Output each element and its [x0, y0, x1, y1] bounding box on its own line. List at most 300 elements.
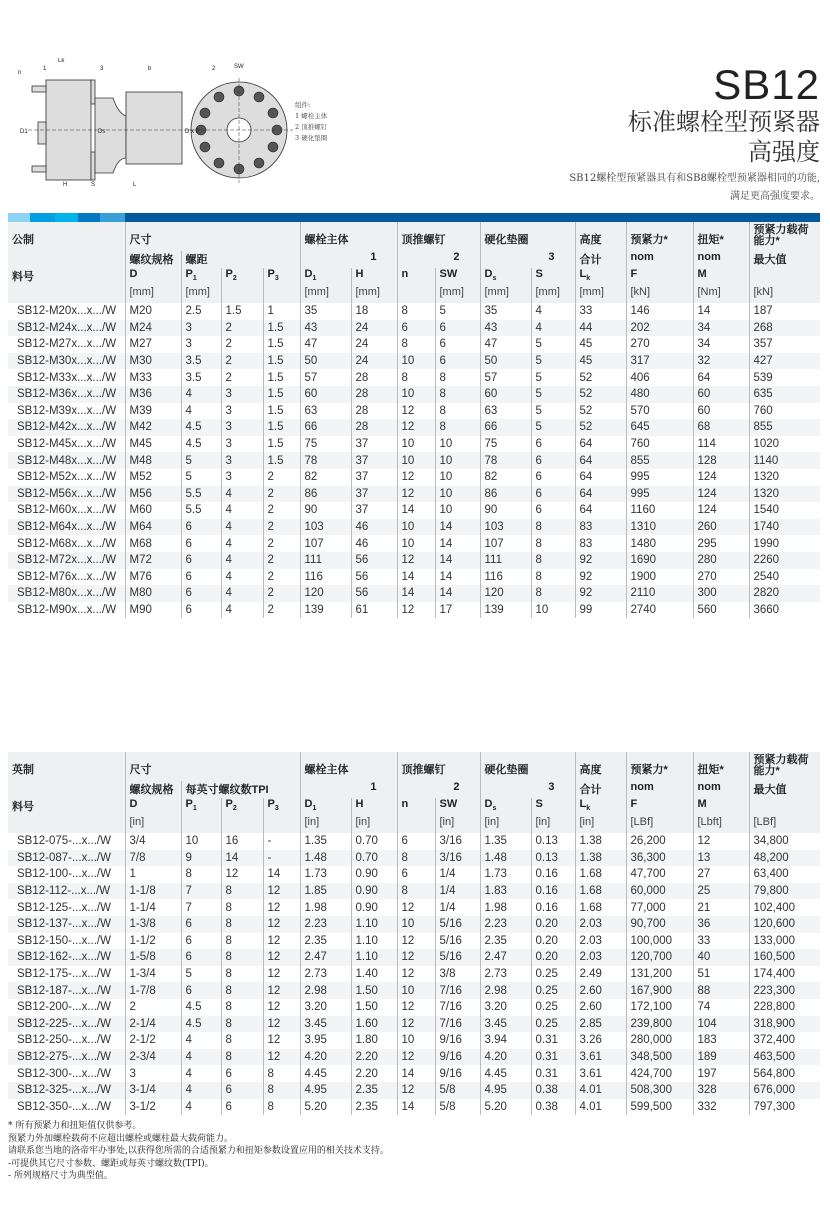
table-cell: 1.5	[263, 320, 300, 337]
table-cell: 107	[480, 535, 531, 552]
table-cell: M80	[125, 585, 181, 602]
table-row	[8, 916, 820, 933]
part-number-cell: SB12-225-...x.../W	[8, 1016, 125, 1033]
table-cell: 7/16	[435, 982, 480, 999]
table-row	[8, 303, 820, 320]
table-cell: 174,400	[749, 966, 820, 983]
subheader-max: 最大值	[749, 781, 820, 798]
table-cell: 3.95	[300, 1032, 351, 1049]
group-header-bolt-body: 螺栓主体	[300, 752, 397, 781]
table-cell: 6	[181, 982, 221, 999]
table-cell: 1.5	[263, 369, 300, 386]
header-symbol: $L_k$	[575, 268, 626, 286]
table-cell: 2.60	[575, 982, 626, 999]
subheader-max: 最大值	[749, 251, 820, 268]
table-cell: 5/16	[435, 933, 480, 950]
table-cell: 635	[749, 386, 820, 403]
table-cell: 1-5/8	[125, 949, 181, 966]
subheader-pitch: 每英寸螺纹数TPI	[181, 781, 300, 798]
table-cell: 64	[575, 469, 626, 486]
table-cell: 5/16	[435, 916, 480, 933]
table-cell: 6	[531, 469, 575, 486]
table-cell: 28	[351, 369, 397, 386]
table-cell: 26,200	[626, 833, 693, 850]
table-cell: 50	[300, 353, 351, 370]
group-header-size: 尺寸	[125, 752, 300, 781]
header-unit: [kN]	[626, 286, 693, 303]
table-cell: 37	[351, 469, 397, 486]
label-sw: SW	[234, 64, 244, 70]
table-cell: 1.5	[263, 436, 300, 453]
table-cell: 1900	[626, 569, 693, 586]
header-symbol: H	[351, 798, 397, 816]
part-number-cell: SB12-250-...x.../W	[17, 1034, 111, 1047]
subheader-n2: 2	[397, 781, 480, 798]
table-cell: 52	[575, 419, 626, 436]
table-cell: 2.23	[300, 916, 351, 933]
table-cell: 0.16	[531, 883, 575, 900]
table-row	[8, 386, 820, 403]
table-cell: 120,700	[626, 949, 693, 966]
table-cell: 8	[181, 866, 221, 883]
table-cell: 36,300	[626, 850, 693, 867]
table-cell: 107	[300, 535, 351, 552]
table-cell: 64	[575, 436, 626, 453]
header-part-no: 料号	[8, 268, 125, 286]
table-cell: 10	[397, 353, 435, 370]
table-cell: 3.20	[300, 999, 351, 1016]
table-cell: 2	[263, 519, 300, 536]
table-cell: 102,400	[749, 899, 820, 916]
label-part2: 2	[212, 66, 216, 72]
header-symbol: F	[626, 798, 693, 816]
table-row	[8, 850, 820, 867]
table-cell: 21	[693, 899, 749, 916]
header-spacer	[8, 816, 125, 833]
table-cell: 10	[397, 452, 435, 469]
header-symbol: D	[125, 268, 181, 286]
table-cell: 372,400	[749, 1032, 820, 1049]
part-number-cell: SB12-M42x...x.../W	[8, 419, 125, 436]
table-cell: 4.20	[480, 1049, 531, 1066]
part-number-cell: SB12-M36x...x.../W	[8, 386, 125, 403]
header-symbol: $D_s$	[480, 798, 531, 816]
color-bar-segment	[8, 213, 30, 222]
table-cell: 2820	[749, 585, 820, 602]
header-unit: [mm]	[435, 286, 480, 303]
table-cell: 4	[181, 1082, 221, 1099]
table-cell: 1.10	[351, 949, 397, 966]
table-cell: 8	[531, 585, 575, 602]
header-symbol: H	[351, 268, 397, 286]
group-header-bolt-body: 螺栓主体	[300, 222, 397, 251]
part-number-cell: SB12-187-...x.../W	[8, 982, 125, 999]
table-cell: 120	[480, 585, 531, 602]
table-cell: 6	[531, 436, 575, 453]
table-cell: 66	[480, 419, 531, 436]
table-cell: 3.5	[181, 353, 221, 370]
table-cell: 3.61	[575, 1049, 626, 1066]
page-title: 标准螺栓型预紧器	[628, 109, 820, 136]
table-cell: 4	[221, 535, 263, 552]
color-bar-segment	[78, 213, 100, 222]
table-cell: 8	[221, 933, 263, 950]
table-cell: 120,600	[749, 916, 820, 933]
table-cell: 2.03	[575, 916, 626, 933]
table-cell: 1.50	[351, 982, 397, 999]
table-cell: 8	[221, 966, 263, 983]
part-number-cell: SB12-M68x...x.../W	[17, 537, 117, 550]
group-header-system: 英制	[8, 752, 125, 781]
table-cell: 8	[221, 899, 263, 916]
table-cell: 4	[181, 1049, 221, 1066]
table-row	[8, 602, 820, 619]
table-cell: 14	[397, 1099, 435, 1116]
table-cell: 1.85	[300, 883, 351, 900]
subheader-n3: 3	[480, 251, 575, 268]
table-cell: 6	[181, 585, 221, 602]
table-cell: 5/8	[435, 1099, 480, 1116]
table-cell: 61	[351, 602, 397, 619]
footnote: * 所有预紧力和扭矩值仅供参考。	[8, 1121, 142, 1131]
table-cell: 124	[693, 469, 749, 486]
table-cell: 2.73	[480, 966, 531, 983]
table-cell: 27	[693, 866, 749, 883]
table-cell: 8	[397, 883, 435, 900]
table-cell: 60	[480, 386, 531, 403]
table-cell: 33	[693, 933, 749, 950]
header-unit: [Nm]	[693, 286, 749, 303]
table-cell: 35	[300, 303, 351, 320]
group-header-height: 高度	[575, 752, 626, 781]
table-cell: 12	[397, 486, 435, 503]
table-cell: 60	[693, 386, 749, 403]
table-cell: 57	[300, 369, 351, 386]
table-cell: 2.60	[575, 999, 626, 1016]
table-cell: 3.94	[480, 1032, 531, 1049]
part-number-cell: SB12-M27x...x.../W	[17, 338, 117, 351]
table-cell: 8	[221, 1016, 263, 1033]
header-unit: [in]	[351, 816, 397, 833]
table-cell: 4	[221, 585, 263, 602]
table-cell: 1.35	[300, 833, 351, 850]
part-number-cell: SB12-M30x...x.../W	[8, 353, 125, 370]
header-unit: [mm]	[300, 286, 351, 303]
table-cell: 4	[221, 502, 263, 519]
table-cell: 1.68	[575, 899, 626, 916]
table-cell: 4.20	[300, 1049, 351, 1066]
table-cell: 2	[263, 535, 300, 552]
part-number-cell: SB12-M80x...x.../W	[8, 585, 125, 602]
table-cell: M90	[125, 602, 181, 619]
table-row	[8, 866, 820, 883]
subheader-n3: 3	[480, 781, 575, 798]
table-cell: 6	[435, 353, 480, 370]
table-cell: 1.5	[263, 403, 300, 420]
table-cell: 1.10	[351, 916, 397, 933]
table-cell: 12	[263, 899, 300, 916]
table-cell: 111	[300, 552, 351, 569]
product-code: SB12	[713, 61, 820, 108]
table-row	[8, 403, 820, 420]
table-cell: 77,000	[626, 899, 693, 916]
table-cell: 12	[397, 933, 435, 950]
table-cell: 60	[693, 403, 749, 420]
header-unit: [kN]	[749, 286, 820, 303]
table-cell: 797,300	[749, 1099, 820, 1116]
table-cell: 1.48	[480, 850, 531, 867]
table-cell: 35	[480, 303, 531, 320]
table-cell: 270	[626, 336, 693, 353]
header-unit: [in]	[575, 816, 626, 833]
table-cell: 5/16	[435, 949, 480, 966]
table-cell: 187	[749, 303, 820, 320]
table-cell: 1.48	[300, 850, 351, 867]
table-row	[8, 336, 820, 353]
table-cell: 2-1/4	[125, 1016, 181, 1033]
table-cell: 66	[300, 419, 351, 436]
table-cell: 1-1/2	[125, 933, 181, 950]
table-cell: 1.98	[480, 899, 531, 916]
table-row	[8, 552, 820, 569]
table-cell: 4	[181, 1099, 221, 1116]
table-cell: 56	[351, 585, 397, 602]
metric-table	[8, 222, 820, 618]
table-cell: 2.03	[575, 949, 626, 966]
table-cell: 1.73	[300, 866, 351, 883]
table-cell: 90,700	[626, 916, 693, 933]
table-cell: 167,900	[626, 982, 693, 999]
table-cell: 1-3/8	[125, 916, 181, 933]
color-bar-segment	[30, 213, 55, 222]
table-cell: 3/16	[435, 850, 480, 867]
table-cell: 0.70	[351, 850, 397, 867]
table-cell: 4.5	[181, 1016, 221, 1033]
table-cell: 5	[181, 452, 221, 469]
table-cell: 1-1/4	[125, 899, 181, 916]
table-cell: 68	[693, 419, 749, 436]
table-cell: 855	[749, 419, 820, 436]
table-cell: 12	[397, 1016, 435, 1033]
table-cell: 83	[575, 535, 626, 552]
table-cell: 645	[626, 419, 693, 436]
table-cell: 5	[531, 403, 575, 420]
table-cell: 3.45	[300, 1016, 351, 1033]
table-cell: M60	[125, 502, 181, 519]
part-number-cell: SB12-M33x...x.../W	[17, 371, 117, 384]
footnote: 预紧力外加螺栓载荷不应超出螺栓或螺柱最大载荷能力。	[8, 1133, 234, 1144]
table-cell: 14	[397, 502, 435, 519]
table-cell: 37	[351, 502, 397, 519]
table-cell: 5	[531, 419, 575, 436]
header-symbol: M	[693, 268, 749, 286]
table-cell: 1.10	[351, 933, 397, 950]
table-cell: 1320	[749, 469, 820, 486]
table-cell: 2	[263, 585, 300, 602]
table-cell: 357	[749, 336, 820, 353]
table-cell: 2	[263, 602, 300, 619]
table-cell: 43	[480, 320, 531, 337]
description-line: 满足更高强度要求。	[730, 191, 820, 202]
table-cell: 508,300	[626, 1082, 693, 1099]
table-cell: 8	[397, 850, 435, 867]
table-cell: 9	[181, 850, 221, 867]
table-cell: 6	[531, 502, 575, 519]
table-cell: M30	[125, 353, 181, 370]
table-row	[8, 1082, 820, 1099]
header-spacer	[8, 251, 125, 268]
table-cell: M64	[125, 519, 181, 536]
table-cell: 2	[221, 320, 263, 337]
table-cell: 7/16	[435, 999, 480, 1016]
table-cell: 332	[693, 1099, 749, 1116]
table-cell: 14	[263, 866, 300, 883]
table-cell: 3/8	[435, 966, 480, 983]
table-cell: 2.20	[351, 1065, 397, 1082]
part-number-cell: SB12-M56x...x.../W	[8, 486, 125, 503]
table-cell: 2.49	[575, 966, 626, 983]
table-cell: 52	[575, 386, 626, 403]
subheader-n1: 1	[300, 781, 397, 798]
table-cell: 0.31	[531, 1049, 575, 1066]
table-cell: 10	[397, 386, 435, 403]
label-d1: D1	[20, 129, 28, 135]
table-cell: 3	[221, 469, 263, 486]
table-cell: 7	[181, 899, 221, 916]
table-cell: 37	[351, 486, 397, 503]
part-number-cell: SB12-M20x...x.../W	[17, 305, 117, 318]
table-cell: 111	[480, 552, 531, 569]
legend-title: 组件:	[295, 101, 311, 109]
header-symbol: n	[397, 798, 435, 816]
table-cell: 12	[397, 949, 435, 966]
table-row	[8, 1016, 820, 1033]
color-bar-segment	[100, 213, 125, 222]
table-cell: 60,000	[626, 883, 693, 900]
header-symbol: SW	[435, 798, 480, 816]
table-cell: 14	[435, 519, 480, 536]
group-header-capacity: 预紧力载荷能力*	[749, 222, 820, 251]
table-cell: 60	[300, 386, 351, 403]
table-cell: 103	[300, 519, 351, 536]
table-cell: 5/8	[435, 1082, 480, 1099]
table-cell: 139	[300, 602, 351, 619]
header-symbol: $L_k$	[575, 798, 626, 816]
table-cell: 12	[263, 1016, 300, 1033]
table-cell: 424,700	[626, 1065, 693, 1082]
table-cell: 1	[125, 866, 181, 883]
table-cell: 79,800	[749, 883, 820, 900]
table-cell: 48,200	[749, 850, 820, 867]
table-cell: M20	[125, 303, 181, 320]
table-cell: 74	[693, 999, 749, 1016]
table-cell: 5	[531, 353, 575, 370]
table-row	[8, 899, 820, 916]
color-bar-segment	[125, 213, 820, 222]
table-cell: 5.5	[181, 486, 221, 503]
table-cell: M76	[125, 569, 181, 586]
table-cell: 1540	[749, 502, 820, 519]
label-h: H	[63, 182, 68, 188]
table-cell: 34	[693, 336, 749, 353]
table-cell: 12	[397, 1082, 435, 1099]
header-unit: [mm]	[531, 286, 575, 303]
table-cell: 90	[480, 502, 531, 519]
table-cell: 12	[263, 883, 300, 900]
header-symbol	[749, 798, 820, 816]
table-row	[8, 436, 820, 453]
part-number-cell: SB12-M60x...x.../W	[17, 504, 117, 517]
group-header-torque: 扭矩*	[693, 222, 749, 251]
table-cell: 4.01	[575, 1082, 626, 1099]
table-row	[8, 999, 820, 1016]
table-cell: M39	[125, 403, 181, 420]
table-cell: 24	[351, 336, 397, 353]
table-cell: 4	[181, 1032, 221, 1049]
header-unit	[263, 816, 300, 833]
subheader-nom2: nom	[693, 781, 749, 798]
table-cell: 120	[300, 585, 351, 602]
table-cell: 6	[435, 336, 480, 353]
header-unit	[181, 816, 221, 833]
table-cell: M72	[125, 552, 181, 569]
table-cell: 12	[397, 469, 435, 486]
table-cell: 14	[221, 850, 263, 867]
table-cell: 995	[626, 469, 693, 486]
table-cell: 1.40	[351, 966, 397, 983]
table-cell: 45	[575, 336, 626, 353]
table-cell: 0.31	[531, 1065, 575, 1082]
table-cell: 10	[397, 519, 435, 536]
table-cell: 24	[351, 320, 397, 337]
label-s: S	[91, 182, 96, 188]
table-cell: 57	[480, 369, 531, 386]
table-cell: 8	[221, 999, 263, 1016]
table-cell: 8	[263, 1065, 300, 1082]
table-cell: 0.16	[531, 866, 575, 883]
table-cell: 56	[351, 569, 397, 586]
table-cell: 8	[435, 403, 480, 420]
table-cell: 1/4	[435, 899, 480, 916]
group-header-capacity: 预紧力载荷能力*	[749, 752, 820, 781]
table-cell: 8	[397, 336, 435, 353]
table-cell: 5	[531, 386, 575, 403]
table-cell: 34,800	[749, 833, 820, 850]
table-cell: 6	[435, 320, 480, 337]
table-cell: 5	[181, 469, 221, 486]
table-cell: 1.83	[480, 883, 531, 900]
table-cell: 1-3/4	[125, 966, 181, 983]
table-cell: 12	[221, 866, 263, 883]
table-cell: 1.50	[351, 999, 397, 1016]
table-cell: 4.5	[181, 419, 221, 436]
table-cell: 280	[693, 552, 749, 569]
table-cell: 16	[221, 833, 263, 850]
table-cell: 197	[693, 1065, 749, 1082]
table-cell: 4.45	[480, 1065, 531, 1082]
table-cell: 45	[575, 353, 626, 370]
table-cell: 0.20	[531, 933, 575, 950]
table-cell: 1480	[626, 535, 693, 552]
footnote: 请联系您当地的洛帝牢办事处,以获得您所需的合适预紧力和扭矩参数设置应用的相关技术支持。	[8, 1146, 389, 1156]
table-cell: 0.31	[531, 1032, 575, 1049]
table-cell: 3.20	[480, 999, 531, 1016]
table-cell: 1/4	[435, 883, 480, 900]
table-cell: 10	[435, 436, 480, 453]
table-cell: 2	[263, 486, 300, 503]
table-cell: 2.5	[181, 303, 221, 320]
table-cell: 8	[221, 1049, 263, 1066]
